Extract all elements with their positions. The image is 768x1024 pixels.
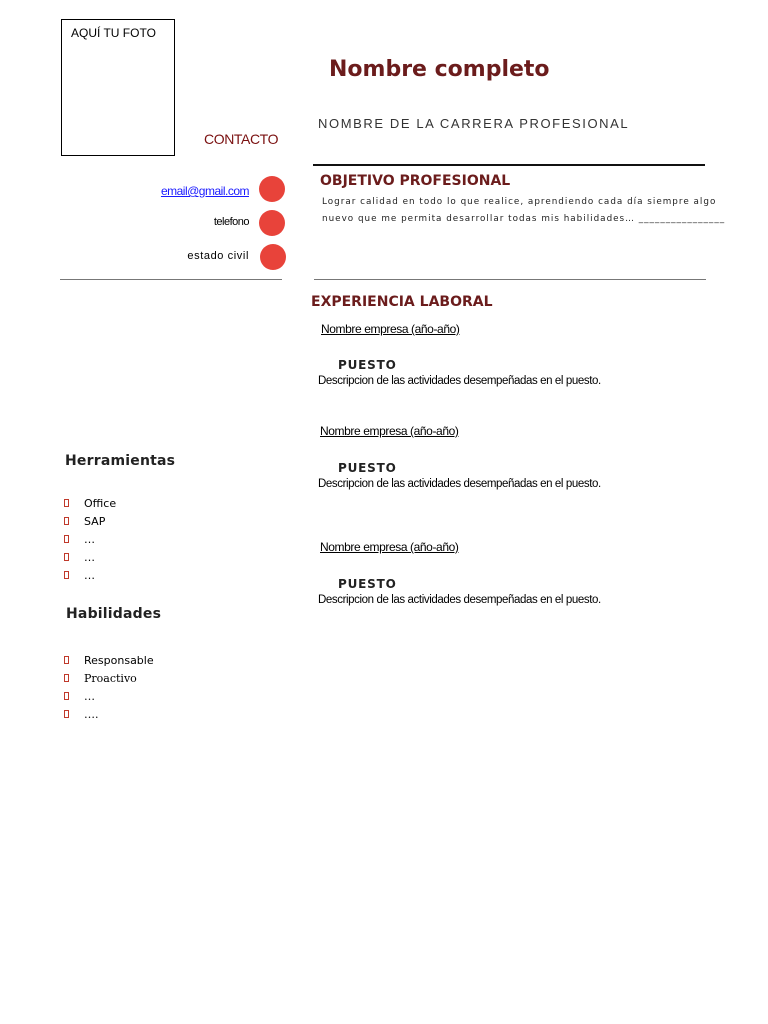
- position-description: Descripcion de las actividades desempeñadas en el puesto.: [318, 375, 601, 387]
- phone-circle-icon: [259, 210, 285, 236]
- skills-list: [63, 651, 154, 723]
- list-item: SAP: [63, 512, 116, 530]
- position-title: PUESTO: [338, 577, 397, 591]
- list-item: Responsable: [63, 651, 154, 669]
- bullet-icon: [64, 553, 69, 561]
- list-item: ….: [63, 705, 154, 723]
- objective-heading: OBJETIVO PROFESIONAL: [320, 173, 511, 189]
- tools-heading: Herramientas: [65, 453, 176, 469]
- bullet-icon: [64, 499, 69, 507]
- list-item: …: [63, 530, 116, 548]
- phone-text: telefono: [213, 216, 249, 228]
- bullet-icon: [64, 656, 69, 664]
- list-item: Proactivo: [63, 669, 154, 687]
- position-title: PUESTO: [338, 358, 397, 372]
- skills-heading: Habilidades: [66, 606, 162, 622]
- bullet-icon: [64, 674, 69, 682]
- civil-status-text: estado civil: [187, 250, 249, 262]
- position-description: Descripcion de las actividades desempeñadas en el puesto.: [318, 594, 601, 606]
- bullet-icon: [64, 710, 69, 718]
- tools-list: [63, 494, 116, 584]
- contact-heading: CONTACTO: [204, 131, 279, 147]
- bullet-icon: [64, 571, 69, 579]
- objective-text: Lograr calidad en todo lo que realice, aprendiendo cada día siempre algo nuevo que me permita desarrollar todas mis habilidades… ________________: [322, 197, 726, 224]
- divider-left: [60, 279, 282, 280]
- list-item: …: [63, 687, 154, 705]
- bullet-icon: [64, 517, 69, 525]
- position-description: Descripcion de las actividades desempeñadas en el puesto.: [318, 478, 601, 490]
- career-title: NOMBRE DE LA CARRERA PROFESIONAL: [318, 116, 630, 131]
- company-name: Nombre empresa (año-año): [321, 322, 460, 336]
- full-name: Nombre completo: [329, 57, 550, 82]
- photo-label: AQUÍ TU FOTO: [71, 26, 156, 40]
- civil-status-circle-icon: [260, 244, 286, 270]
- list-item: …: [63, 548, 116, 566]
- company-name: Nombre empresa (año-año): [320, 424, 459, 438]
- experience-heading: EXPERIENCIA LABORAL: [311, 294, 493, 310]
- email-link[interactable]: email@gmail.com: [160, 184, 249, 198]
- list-item: Office: [63, 494, 116, 512]
- divider-top: [313, 164, 705, 166]
- bullet-icon: [64, 692, 69, 700]
- list-item: …: [63, 566, 116, 584]
- bullet-icon: [64, 535, 69, 543]
- email-circle-icon: [259, 176, 285, 202]
- position-title: PUESTO: [338, 461, 397, 475]
- divider-right: [314, 279, 706, 280]
- company-name: Nombre empresa (año-año): [320, 540, 459, 554]
